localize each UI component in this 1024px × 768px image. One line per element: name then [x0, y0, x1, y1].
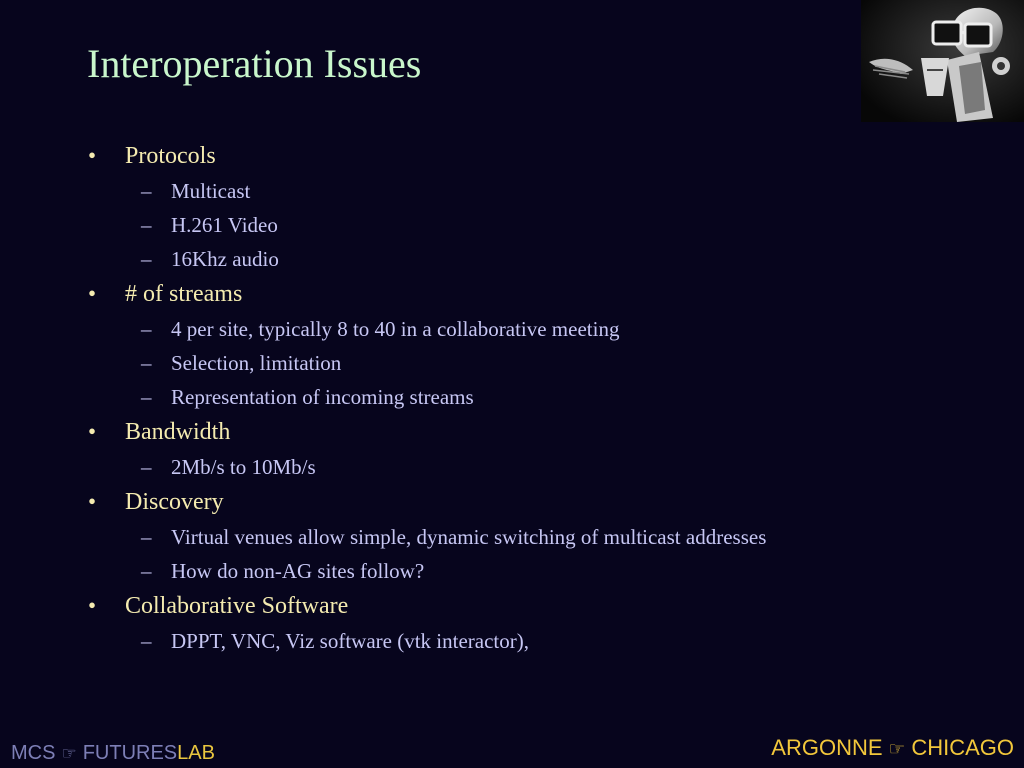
footer-mcs-futures-lab: [11, 742, 215, 765]
sub-item-dash: –: [141, 213, 152, 237]
pointing-hand-icon: ☞: [888, 738, 906, 759]
sub-item-dash: –: [141, 317, 152, 341]
footer-futures-label: FUTURES: [82, 742, 178, 764]
sub-item-label: 16Khz audio: [171, 247, 279, 271]
sub-item: [0, 626, 1024, 660]
bullet-mark: •: [88, 281, 97, 306]
footer-lab-label: LAB: [177, 742, 215, 764]
sub-item-dash: –: [141, 629, 152, 653]
sculpture-photo: [861, 0, 1024, 122]
sub-item-dash: –: [141, 525, 152, 549]
sub-item-dash: –: [141, 351, 152, 375]
bullet-item: [0, 486, 1024, 522]
bullet-item: [0, 416, 1024, 452]
bullet-label: Protocols: [125, 143, 216, 169]
sub-item: [0, 522, 1024, 556]
sub-item-label: 4 per site, typically 8 to 40 in a collaborative meeting: [171, 317, 620, 341]
sub-item-dash: –: [141, 455, 152, 479]
bullet-item: [0, 140, 1024, 176]
sub-item-label: Representation of incoming streams: [171, 385, 474, 409]
sub-item-dash: –: [141, 385, 152, 409]
sub-item: [0, 244, 1024, 278]
pointing-hand-icon: ☞: [61, 744, 77, 763]
footer-chicago-label: CHICAGO: [911, 735, 1014, 760]
sub-item: [0, 176, 1024, 210]
sub-item-label: 2Mb/s to 10Mb/s: [171, 455, 316, 479]
footer-mcs-label: MCS: [11, 742, 56, 764]
footer-argonne-label: ARGONNE: [771, 735, 883, 760]
sub-item: [0, 452, 1024, 486]
bullet-label: # of streams: [125, 281, 243, 307]
sub-item: [0, 556, 1024, 590]
sub-item-label: Virtual venues allow simple, dynamic switching of multicast addresses: [171, 525, 767, 549]
sub-item: [0, 348, 1024, 382]
bullet-item: [0, 590, 1024, 626]
sub-item-dash: –: [141, 247, 152, 271]
footer-argonne-chicago: [771, 735, 1014, 761]
bullet-mark: •: [88, 593, 97, 618]
sculpture-with-glasses-icon: [861, 0, 1024, 122]
bullet-mark: •: [88, 489, 97, 514]
bullet-label: Collaborative Software: [125, 593, 349, 619]
sub-item-label: Selection, limitation: [171, 351, 342, 375]
bullet-label: Bandwidth: [125, 419, 231, 445]
sub-item-label: Multicast: [171, 179, 251, 203]
sub-item: [0, 314, 1024, 348]
sub-item-dash: –: [141, 559, 152, 583]
sub-item-dash: –: [141, 179, 152, 203]
sub-item-label: H.261 Video: [171, 213, 278, 237]
bullet-label: Discovery: [125, 489, 224, 515]
slide-title: Interoperation Issues: [87, 41, 422, 86]
bullet-mark: •: [88, 419, 97, 444]
bullet-mark: •: [88, 143, 97, 168]
sub-item: [0, 382, 1024, 416]
sub-item: [0, 210, 1024, 244]
bullet-item: [0, 278, 1024, 314]
bullet-list: [0, 140, 1024, 660]
sub-item-label: DPPT, VNC, Viz software (vtk interactor),: [171, 629, 530, 653]
sub-item-label: How do non-AG sites follow?: [171, 559, 425, 583]
